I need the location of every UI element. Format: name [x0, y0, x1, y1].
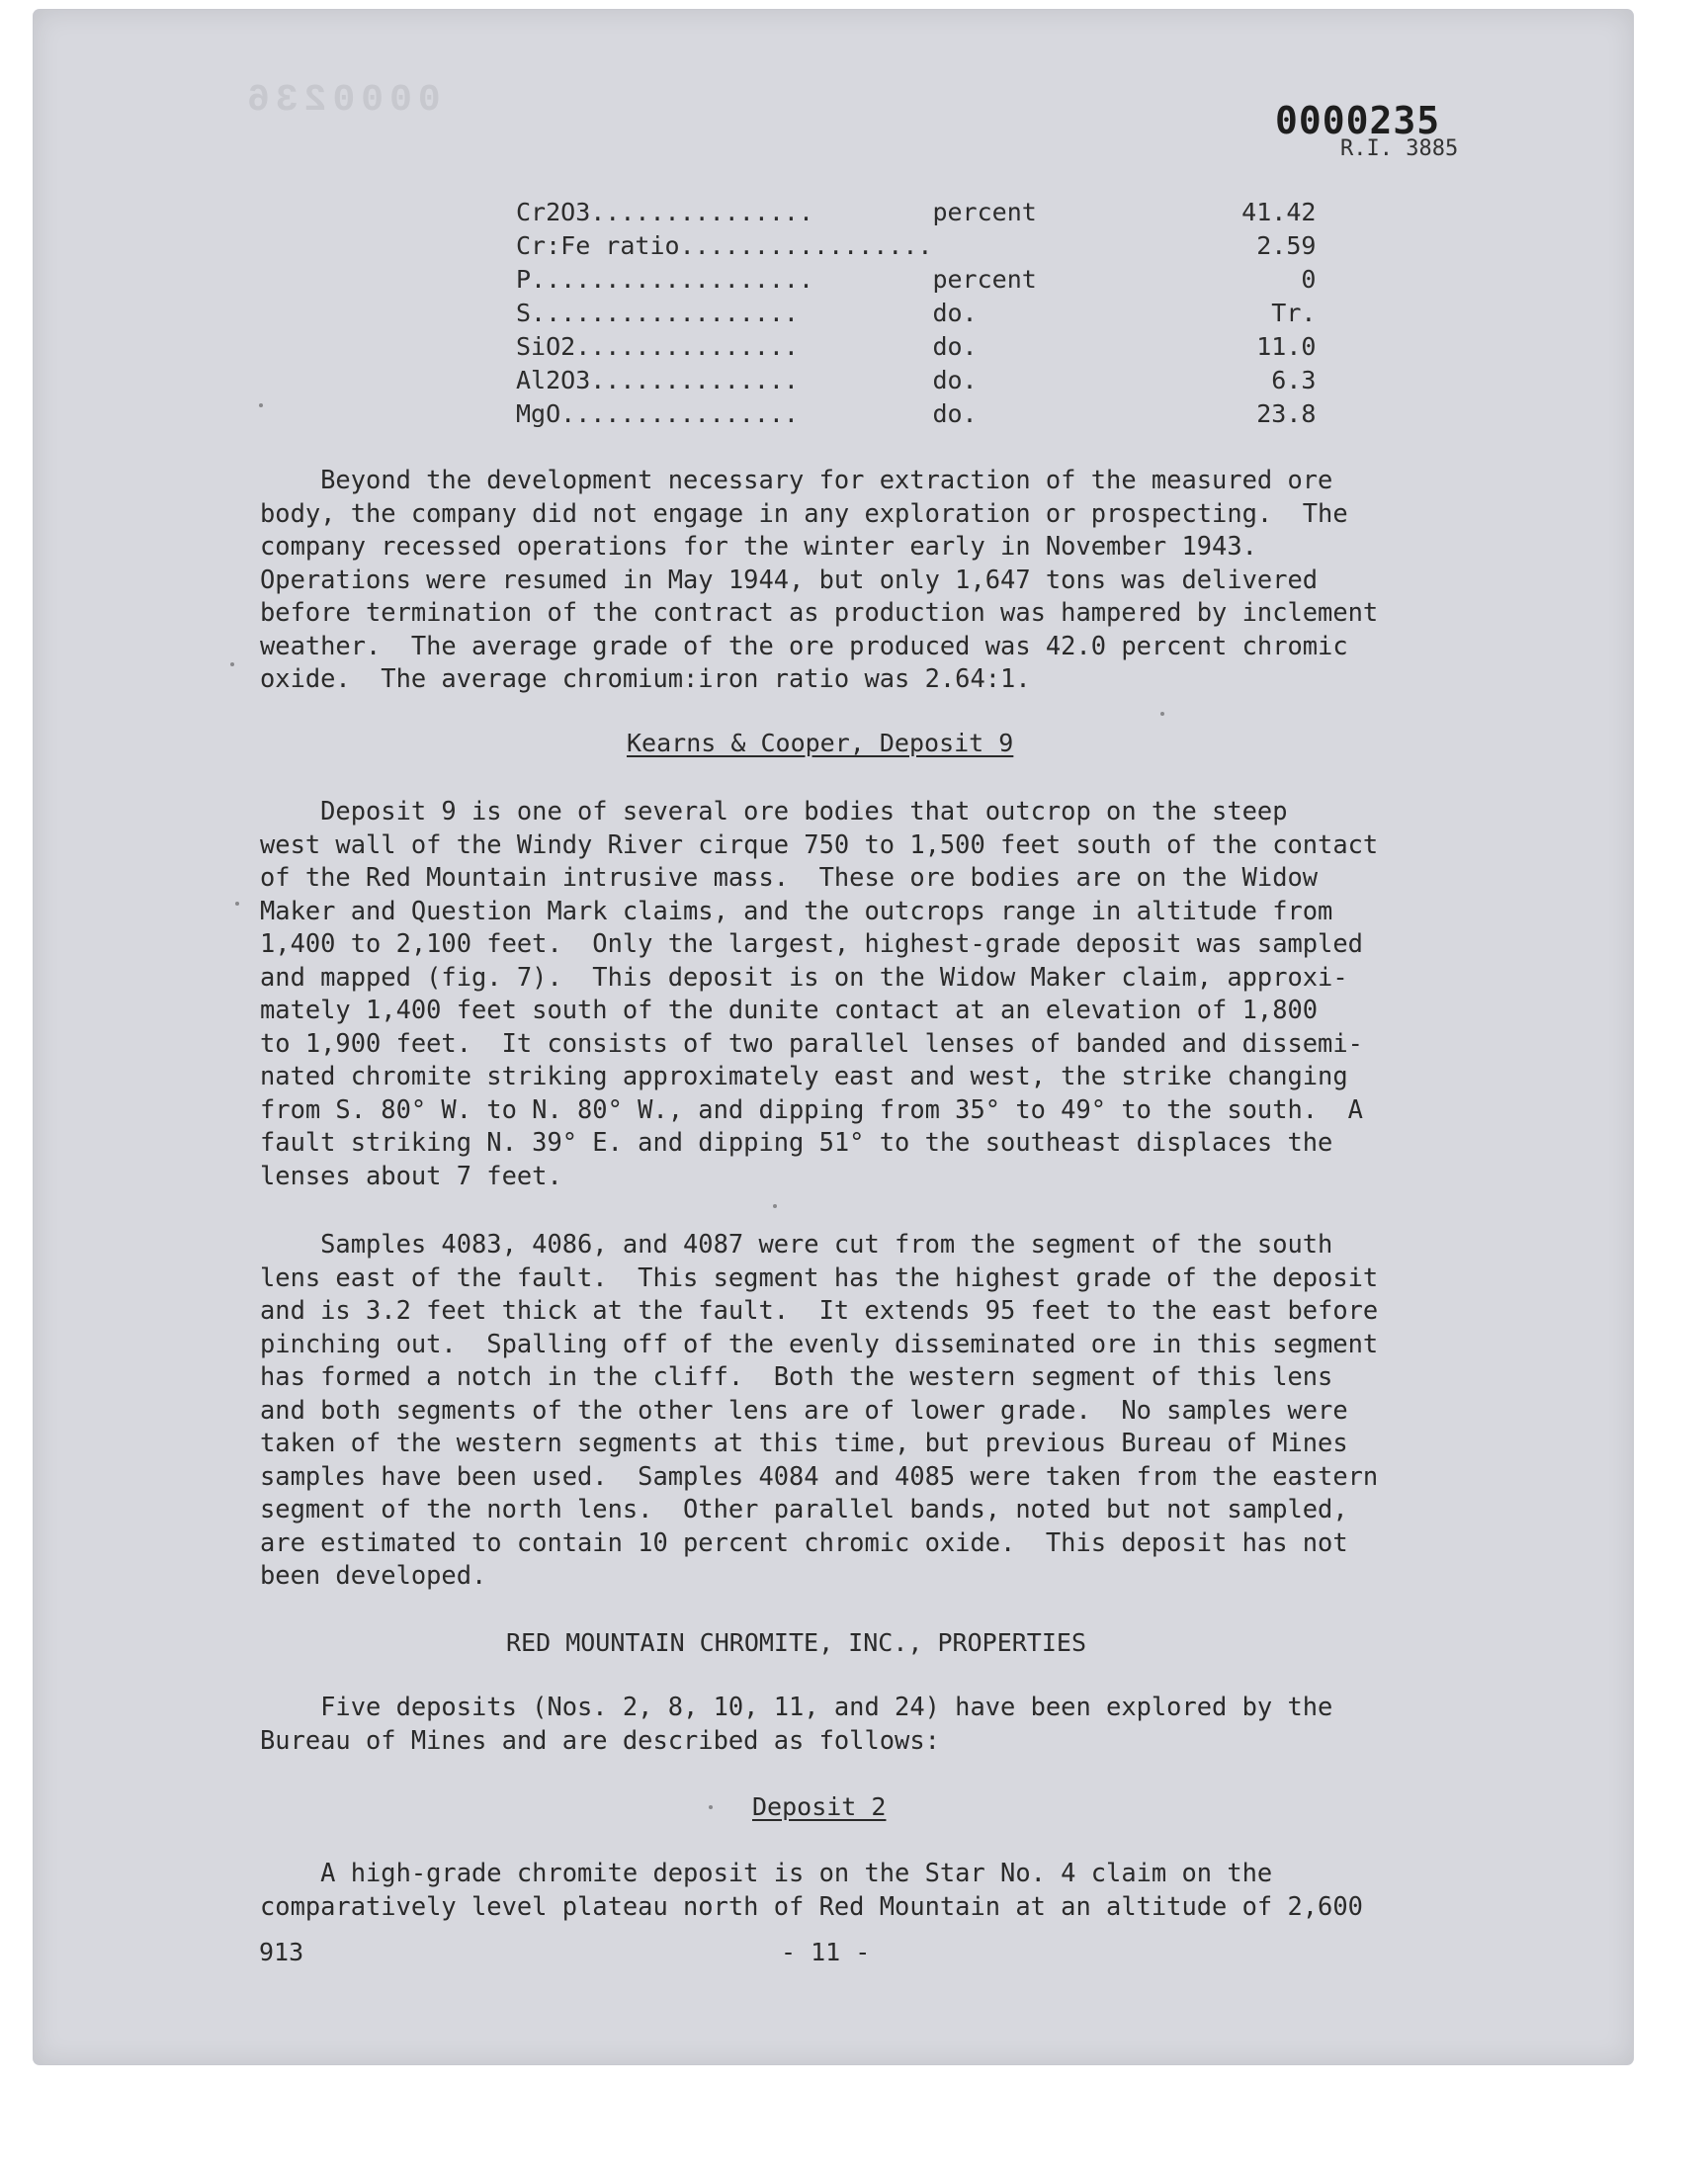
- text-line: pinching out. Spalling off of the evenly disseminated ore in this segment: [260, 1328, 1379, 1358]
- analysis-value: 23.8: [1256, 399, 1317, 428]
- text-line: taken of the western segments at this time, but previous Bureau of Mines: [260, 1428, 1348, 1457]
- analysis-unit: percent: [932, 198, 1037, 226]
- text-line: samples have been used. Samples 4084 and 4085 were taken from the eastern: [260, 1460, 1379, 1491]
- paragraph-five-deposits: [260, 1691, 1505, 1757]
- analysis-row: [516, 364, 1316, 397]
- text-line: segment of the north lens. Other parallel bands, noted but not sampled,: [260, 1494, 1348, 1523]
- text-line: and both segments of the other lens are of lower grade. No samples were: [260, 1394, 1348, 1425]
- analysis-unit: do.: [932, 399, 978, 428]
- analysis-value: Tr.: [1271, 299, 1317, 327]
- text-line: 1,400 to 2,100 feet. Only the largest, highest-grade deposit was sampled: [260, 928, 1363, 958]
- paragraph-samples: [260, 1228, 1505, 1593]
- analysis-unit: do.: [932, 366, 978, 394]
- paragraph-extraction: [260, 464, 1505, 696]
- text-line: west wall of the Windy River cirque 750 to 1,500 feet south of the contact: [260, 828, 1379, 859]
- paragraph-deposit-9: [260, 795, 1505, 1192]
- text-line: comparatively level plateau north of Red Mountain at an altitude of 2,600: [260, 1890, 1363, 1921]
- analysis-label: Al2O3..............: [516, 366, 799, 394]
- text-line: and is 3.2 feet thick at the fault. It extends 95 feet to the east before: [260, 1295, 1379, 1325]
- text-line: to 1,900 feet. It consists of two parallel lenses of banded and dissemi-: [260, 1027, 1363, 1058]
- scan-speck: [709, 1805, 713, 1809]
- text-line: and mapped (fig. 7). This deposit is on the Widow Maker claim, approxi-: [260, 961, 1348, 992]
- scan-speck: [259, 403, 263, 407]
- text-line: Beyond the development necessary for extraction of the measured ore: [260, 465, 1333, 494]
- text-line: Operations were resumed in May 1944, but only 1,647 tons was delivered: [260, 564, 1319, 594]
- report-id: R.I. 3885: [1340, 136, 1459, 161]
- analysis-unit: percent: [932, 265, 1037, 294]
- text-line: Maker and Question Mark claims, and the outcrops range in altitude from: [260, 895, 1333, 925]
- analysis-label: Cr2O3...............: [516, 198, 814, 226]
- text-line: are estimated to contain 10 percent chromic oxide. This deposit has not: [260, 1526, 1348, 1557]
- scan-speck: [773, 1204, 777, 1208]
- bleed-through-stamp: 0000236: [241, 79, 441, 122]
- analysis-label: P...................: [516, 265, 814, 294]
- analysis-row: [516, 229, 1316, 263]
- text-line: weather. The average grade of the ore produced was 42.0 percent chromic: [260, 630, 1348, 660]
- section-heading-deposit-2: Deposit 2: [752, 1792, 887, 1821]
- text-line: mately 1,400 feet south of the dunite contact at an elevation of 1,800: [260, 995, 1319, 1024]
- footer-report-code: 913: [259, 1938, 304, 1966]
- paragraph-deposit-2: [260, 1857, 1505, 1923]
- analysis-row: [516, 263, 1316, 297]
- text-line: fault striking N. 39° E. and dipping 51° to the southeast displaces the: [260, 1127, 1333, 1157]
- analysis-value: 0: [1301, 265, 1317, 294]
- text-line: company recessed operations for the winter early in November 1943.: [260, 531, 1257, 561]
- analysis-label: S..................: [516, 299, 799, 327]
- analysis-unit: do.: [932, 299, 978, 327]
- text-line: of the Red Mountain intrusive mass. These ore bodies are on the Widow: [260, 862, 1319, 892]
- analysis-row: [516, 330, 1316, 364]
- text-line: Bureau of Mines and are described as follows:: [260, 1724, 940, 1755]
- scan-speck: [235, 902, 239, 906]
- analysis-value: 6.3: [1271, 366, 1317, 394]
- text-line: from S. 80° W. to N. 80° W., and dipping from 35° to 49° to the south. A: [260, 1093, 1363, 1124]
- document-number: 0000235: [1275, 99, 1441, 142]
- analysis-unit: [932, 229, 1150, 263]
- text-line: Samples 4083, 4086, and 4087 were cut from the segment of the south: [260, 1229, 1333, 1259]
- section-heading-kearns-cooper: Kearns & Cooper, Deposit 9: [627, 729, 1014, 757]
- page-number: - 11 -: [781, 1938, 871, 1966]
- analysis-label: Cr:Fe ratio.................: [516, 231, 933, 260]
- text-line: been developed.: [260, 1560, 487, 1590]
- analysis-unit: do.: [932, 332, 978, 361]
- text-line: A high-grade chromite deposit is on the Star No. 4 claim on the: [260, 1858, 1273, 1887]
- scan-speck: [1160, 712, 1164, 716]
- text-line: Deposit 9 is one of several ore bodies that outcrop on the steep: [260, 796, 1288, 826]
- text-line: Five deposits (Nos. 2, 8, 10, 11, and 24) have been explored by the: [260, 1692, 1333, 1721]
- analysis-label: SiO2...............: [516, 332, 799, 361]
- analysis-value: 11.0: [1256, 332, 1317, 361]
- scan-speck: [230, 662, 234, 666]
- text-line: nated chromite striking approximately east and west, the strike changing: [260, 1061, 1348, 1090]
- analysis-value: 41.42: [1241, 198, 1317, 226]
- analysis-row: [516, 196, 1316, 229]
- text-line: body, the company did not engage in any exploration or prospecting. The: [260, 497, 1348, 528]
- analysis-value: 2.59: [1256, 231, 1317, 260]
- text-line: has formed a notch in the cliff. Both the western segment of this lens: [260, 1361, 1333, 1391]
- analysis-label: MgO................: [516, 399, 799, 428]
- analysis-table: [516, 196, 1316, 431]
- text-line: lenses about 7 feet.: [260, 1160, 562, 1190]
- analysis-row: [516, 297, 1316, 330]
- section-heading-red-mountain: RED MOUNTAIN CHROMITE, INC., PROPERTIES: [506, 1628, 1086, 1657]
- analysis-row: [516, 397, 1316, 431]
- text-line: lens east of the fault. This segment has the highest grade of the deposit: [260, 1262, 1379, 1292]
- text-line: oxide. The average chromium:iron ratio was 2.64:1.: [260, 663, 1031, 693]
- text-line: before termination of the contract as production was hampered by inclement: [260, 597, 1379, 627]
